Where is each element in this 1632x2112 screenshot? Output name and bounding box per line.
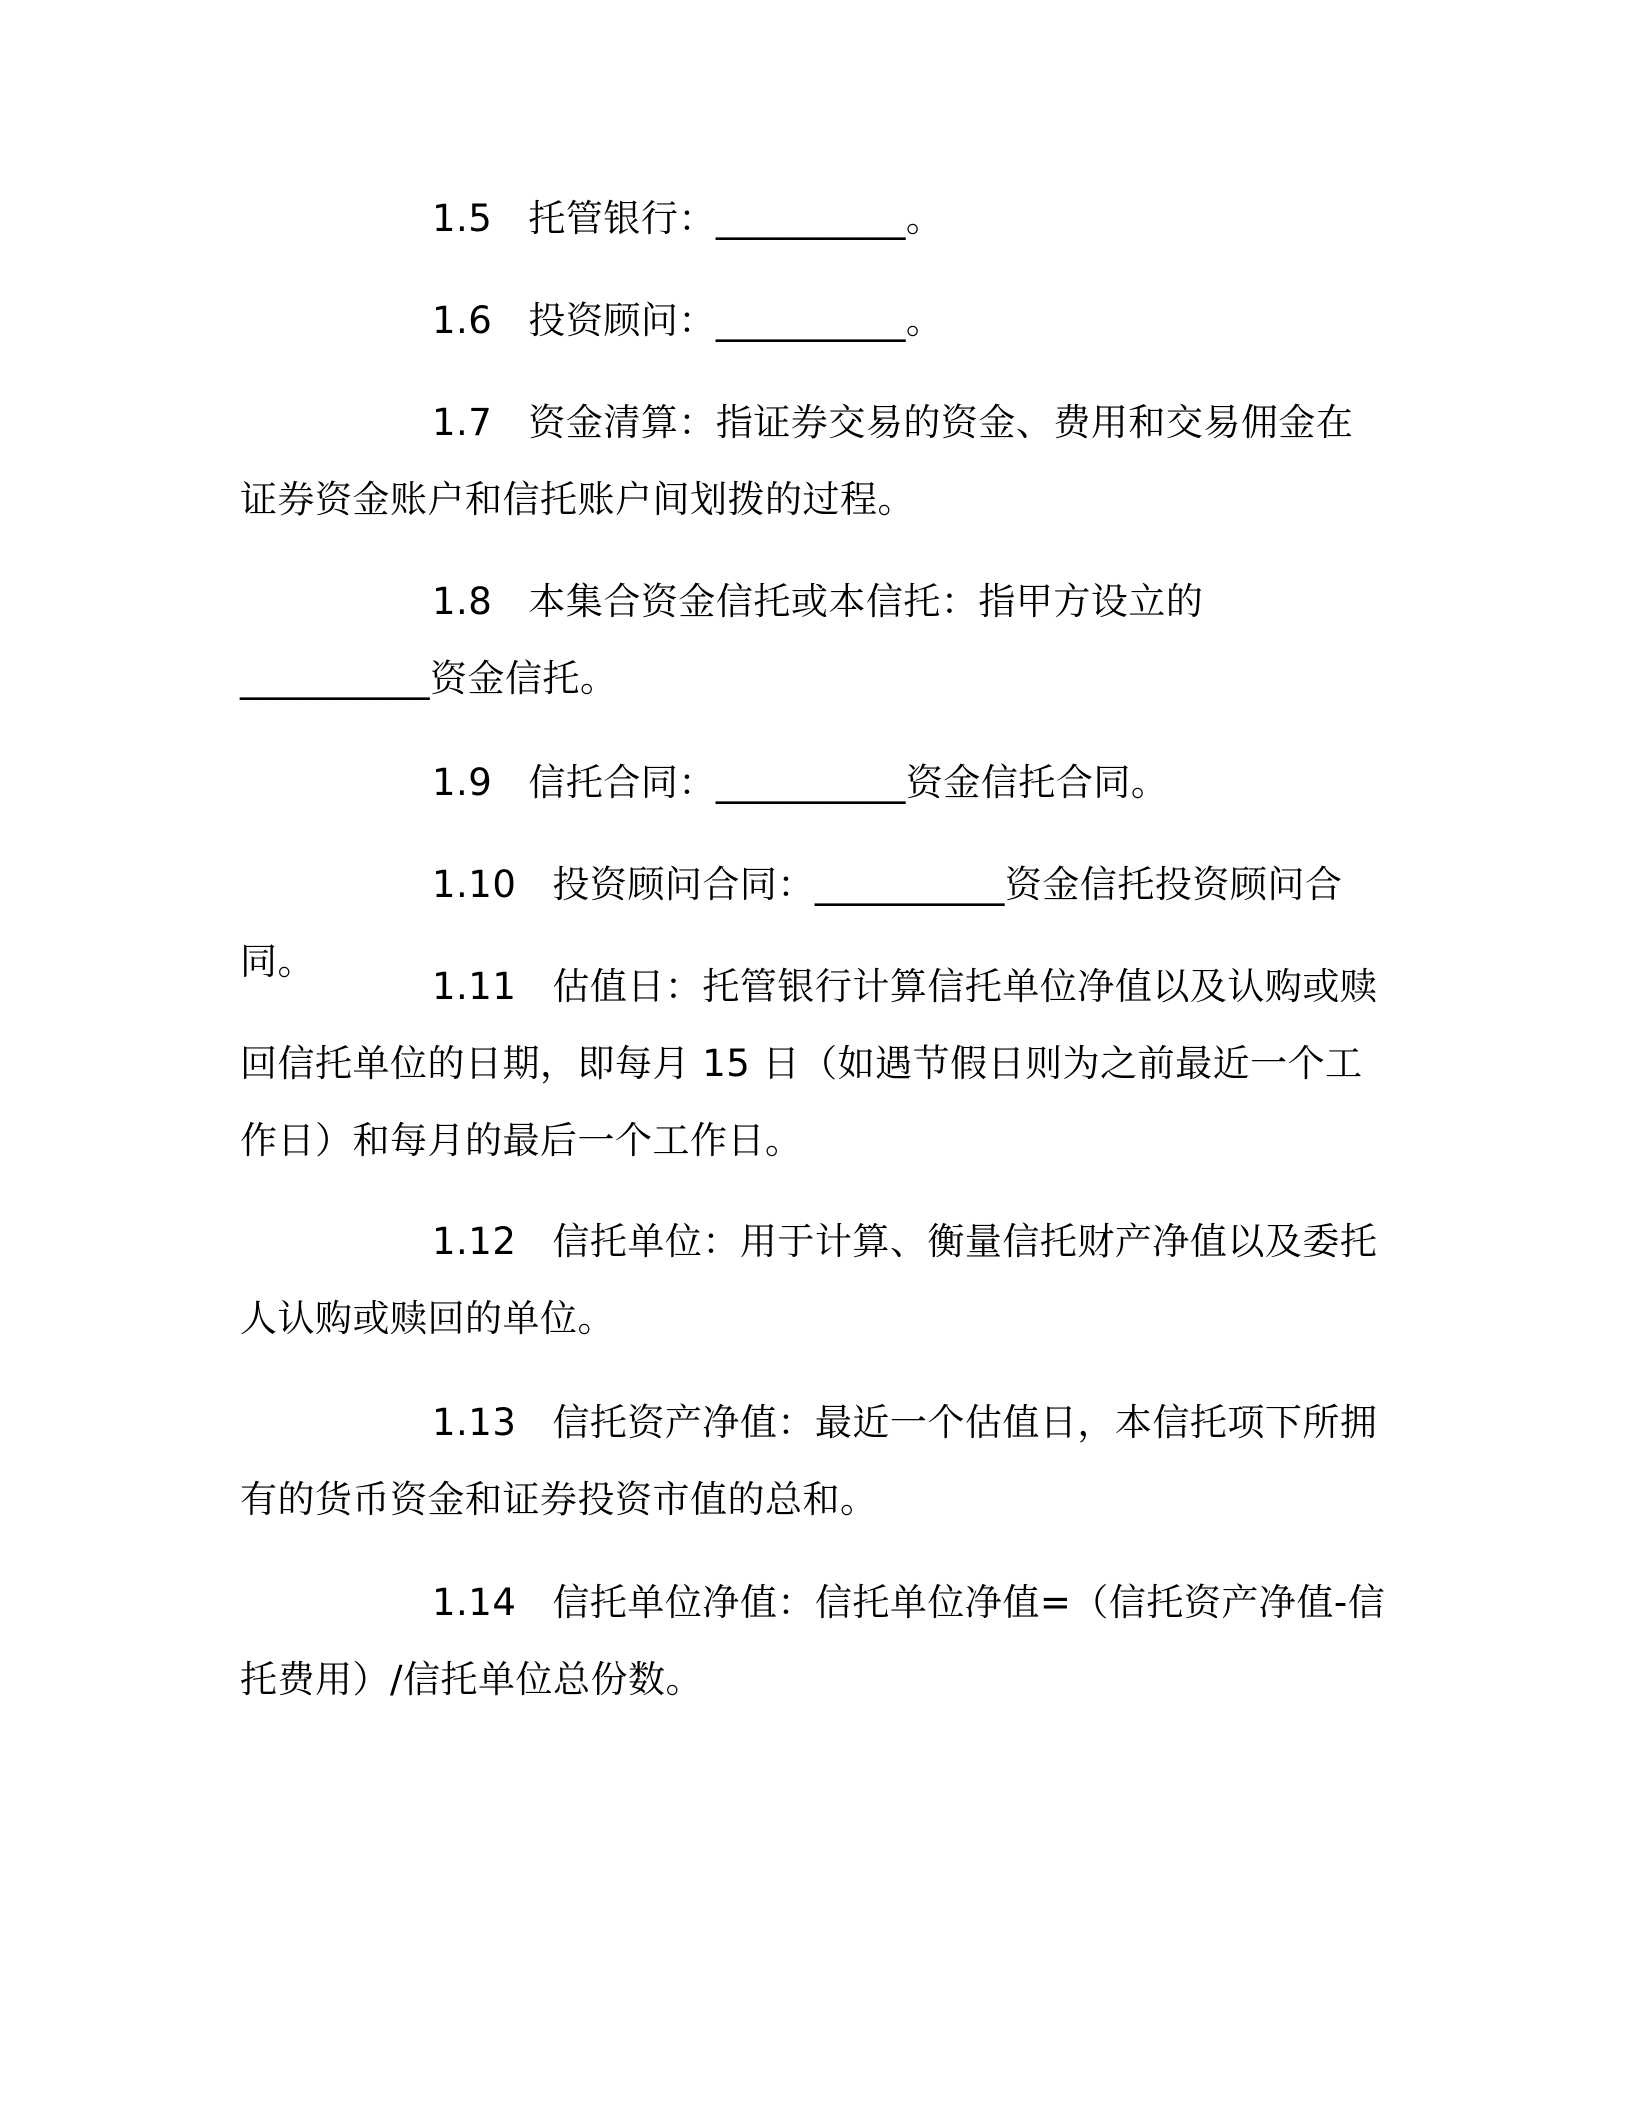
clause-1-8: [240, 563, 1390, 717]
clause-number: 1.6: [432, 299, 493, 342]
clause-1-13: [240, 1384, 1390, 1538]
clause-text: 托管银行：__________。: [528, 197, 944, 240]
clause-number: 1.5: [432, 197, 493, 240]
clause-number: 1.13: [432, 1401, 517, 1444]
clause-text: 投资顾问：__________。: [528, 299, 944, 342]
clause-text: 信托资产净值：最近一个估值日，本信托项下所拥有的货币资金和证券投资市值的总和。: [240, 1401, 1378, 1521]
clause-number: 1.8: [432, 580, 493, 623]
clause-text: 资金清算：指证券交易的资金、费用和交易佣金在证券资金账户和信托账户间划拨的过程。: [240, 401, 1354, 521]
clause-text: 估值日：托管银行计算信托单位净值以及认购或赎回信托单位的日期，即每月 15 日（如遇节假日则为之前最近一个工作日）和每月的最后一个工作日。: [240, 965, 1378, 1162]
clause-1-7: [240, 384, 1390, 538]
clause-text: 信托单位：用于计算、衡量信托财产净值以及委托人认购或赎回的单位。: [240, 1220, 1378, 1340]
clause-number: 1.12: [432, 1220, 517, 1263]
clause-1-6: [240, 282, 1390, 359]
clause-number: 1.14: [432, 1581, 517, 1624]
clause-number: 1.10: [432, 863, 517, 906]
clause-1-5: [240, 180, 1390, 257]
clause-number: 1.11: [432, 965, 517, 1008]
clause-number: 1.7: [432, 401, 493, 444]
clause-1-9: [240, 744, 1390, 821]
clause-1-12: [240, 1203, 1390, 1357]
clause-1-11: [240, 948, 1390, 1179]
clause-text: 信托单位净值：信托单位净值=（信托资产净值-信托费用）/信托单位总份数。: [240, 1581, 1386, 1701]
clause-number: 1.9: [432, 761, 493, 804]
clause-1-14: [240, 1564, 1390, 1718]
clause-text: 投资顾问合同：__________资金信托投资顾问合同。: [240, 863, 1343, 983]
clause-text: 本集合资金信托或本信托：指甲方设立的__________资金信托。: [240, 580, 1204, 700]
clause-text: 信托合同：__________资金信托合同。: [528, 761, 1169, 804]
